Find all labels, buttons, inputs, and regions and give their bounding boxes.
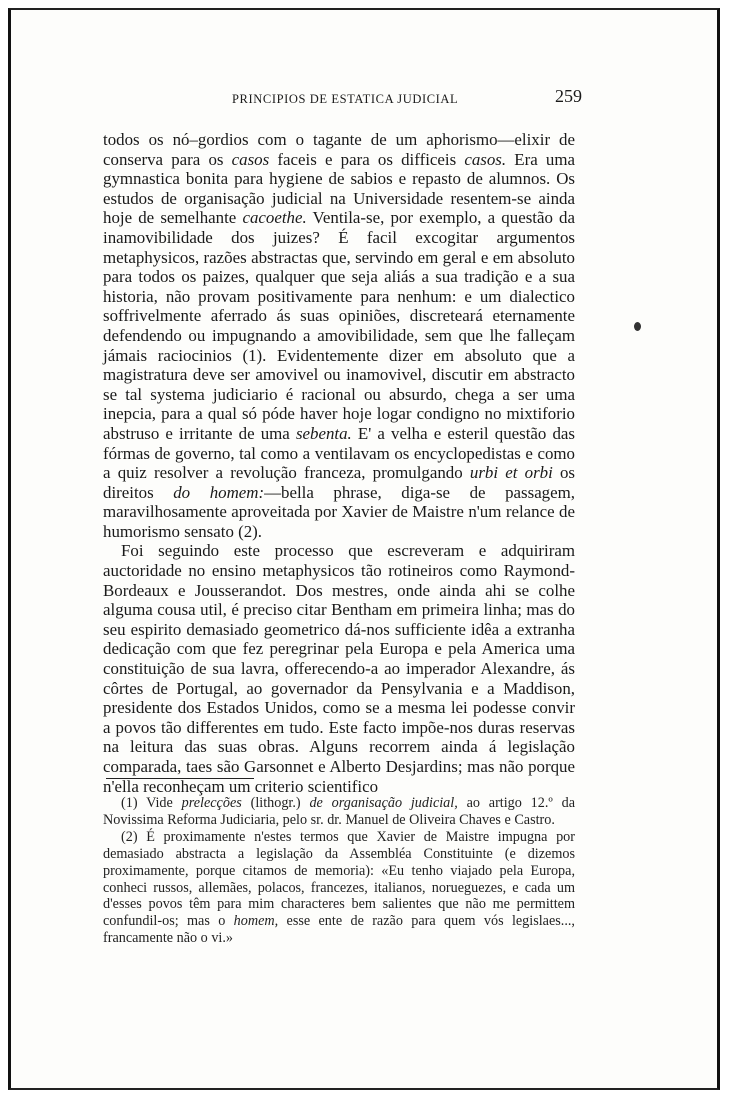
page-number: 259 [555, 86, 582, 106]
footnotes [103, 795, 575, 947]
footnote-divider [106, 778, 254, 779]
paragraph-2: Foi seguindo este processo que escreveram e adquiriram auctoridade no ensino metaphysicos tão rotineiros como Raymond-Bordeaux e Jousserandot. Dos mestres, onde ainda ahi se colhe alguma cousa util, é preciso citar Bentham em primeira linha; mas do seu espirito demasiado geometrico dá-nos sufficiente idêa a extranha dedicação com que fez peregrinar pela Europa e pela America uma constituição de sua lavra, offerecendo-a ao imperador Alexandre, ás côrtes de Portugal, ao governador da Pensylvania e a Maddison, presidente dos Estados Unidos, como se a mesma lei podesse convir a povos tão differentes em tudo. Este facto impõe-nos duras reservas na leitura das suas obras. Alguns recorrem ainda á legislação comparada, taes são Garsonnet e Alberto Desjardins; mas não porque n'ella reconheçam um criterio scientifico [103, 541, 575, 796]
ink-spot [634, 322, 641, 331]
paragraph-1: todos os nó–gordios com o tagante de um aphorismo—elixir de conserva para os casos faceis e para os difficeis casos. Era uma gymnastica bonita para hygiene de sabios e repasto de alumnos. Os estudos de organisação judicial na Universidade resentem-se ainda hoje de semelhante cacoethe. Ventila-se, por exemplo, a questão da inamovibilidade dos juizes? É facil excogitar argumentos metaphysicos, razões abstractas que, servindo em geral e em absoluto para todos os paizes, qualquer que seja aliás a sua tradição e a sua historia, não provam positivamente para nenhum: e um dialectico soffrivelmente aferrado ás suas opiniões, discreteará eternamente defendendo ou impugnando a amovibilidade, sem que lhe falleçam jámais raciocinios (1). Evidentemente dizer em absoluto que a magistratura deve ser amovivel ou inamovivel, discutir em abstracto se tal systema judiciario é racional ou absurdo, chega a ser uma inepcia, para a qual só póde haver hoje logar condigno no mixtiforio abstruso e irritante de uma sebenta. E' a velha e esteril questão das fórmas de governo, tal como a ventilavam os encyclopedistas e como a quiz resolver a revolução franceza, promulgando urbi et orbi os direitos do homem:—bella phrase, diga-se de passagem, maravilhosamente aproveitada por Xavier de Maistre n'um relance de humorismo sensato (2). [103, 130, 575, 541]
running-head [108, 86, 582, 112]
footnote-1: (1) Vide prelecções (lithogr.) de organisação judicial, ao artigo 12.º da Novissima Reforma Judiciaria, pelo sr. dr. Manuel de Oliveira Chaves e Castro. [103, 795, 576, 828]
body-text [103, 130, 575, 796]
running-title: PRINCIPIOS DE ESTATICA JUDICIAL [232, 92, 459, 106]
footnote-2: (2) É proximamente n'estes termos que Xavier de Maistre impugna por demasiado abstracta a legislação da Assembléa Constituinte (e dizemos proximamente, porque citamos de memoria): «Eu tenho viajado pela Europa, conheci russos, allemães, polacos, francezes, italianos, norueguezes, e cada um d'esses povos têm para mim characteres bem salientes que não me permittem confundil-os; mas o homem, esse ente de razão para quem vós legislaes..., francamente não o vi.» [103, 828, 575, 947]
